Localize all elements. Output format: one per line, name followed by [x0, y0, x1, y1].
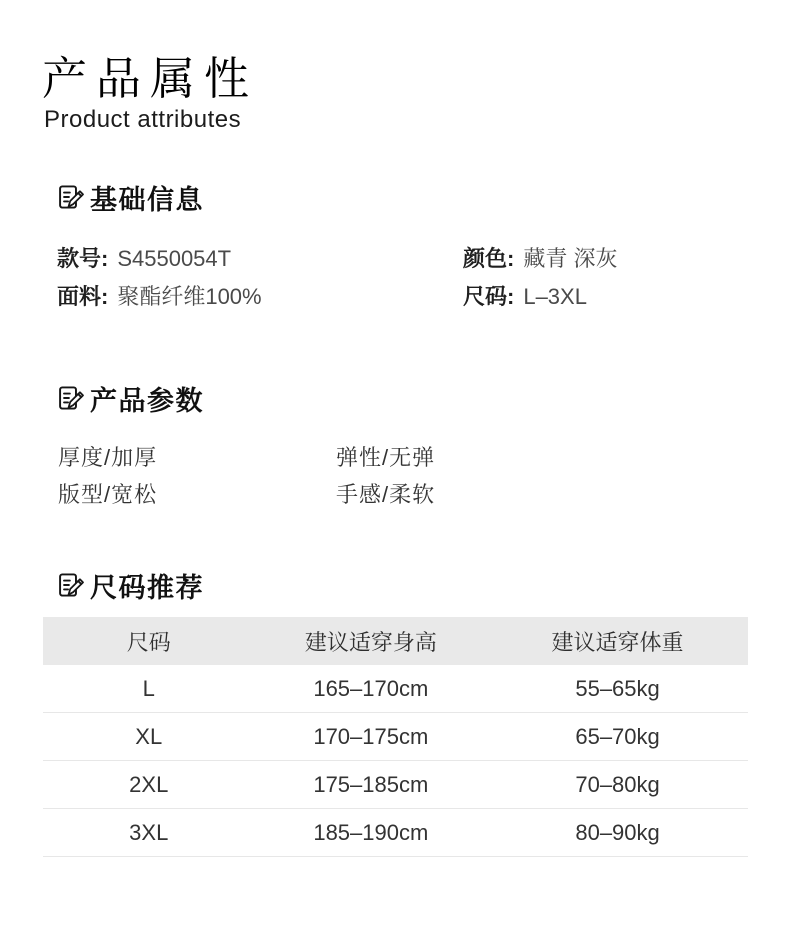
cell-size: L: [142, 675, 155, 701]
page-title: 产品属性: [42, 53, 259, 104]
section-heading-parameters: [57, 381, 790, 415]
param-feel: 手感/柔软: [336, 482, 436, 507]
cell-size: 2XL: [129, 771, 169, 797]
page-subtitle: Product attributes: [44, 106, 242, 133]
section-title: 产品参数: [90, 385, 204, 416]
field-value: S4550054T: [117, 246, 232, 271]
cell-weight: 55–65kg: [575, 675, 660, 701]
cell-height: 175–185cm: [313, 771, 429, 797]
param-fit: 版型/宽松: [58, 482, 158, 507]
table-row: [43, 761, 748, 809]
section-title: 基础信息: [90, 184, 204, 215]
cell-weight: 80–90kg: [575, 819, 660, 845]
field-value: L–3XL: [523, 284, 587, 309]
section-title: 尺码推荐: [90, 572, 204, 603]
cell-size: 3XL: [129, 819, 169, 845]
edit-note-icon: [57, 382, 87, 414]
cell-size: XL: [135, 723, 163, 749]
field-style-number: [57, 245, 463, 273]
field-label: 颜色:: [463, 246, 515, 271]
table-row: [43, 665, 748, 713]
edit-note-icon: [57, 569, 87, 601]
field-label: 款号:: [57, 246, 109, 271]
cell-height: 185–190cm: [313, 819, 429, 845]
section-heading-size-guide: [57, 568, 790, 602]
parameters-grid: [58, 444, 790, 509]
field-value: 藏青 深灰: [523, 246, 618, 271]
col-header-height: 建议适穿身高: [304, 629, 437, 655]
field-label: 面料:: [57, 284, 109, 309]
field-fabric: [57, 283, 463, 311]
cell-height: 165–170cm: [313, 675, 429, 701]
table-row: [43, 713, 748, 761]
cell-weight: 70–80kg: [575, 771, 660, 797]
field-value: 聚酯纤维100%: [117, 284, 262, 309]
col-header-size: 尺码: [126, 629, 171, 655]
basic-info-grid: [57, 245, 790, 311]
col-header-weight: 建议适穿体重: [551, 629, 684, 655]
field-color: [463, 245, 790, 273]
table-header-row: [43, 617, 748, 665]
field-size-range: [463, 283, 790, 311]
section-heading-basic-info: [57, 180, 790, 214]
cell-weight: 65–70kg: [575, 723, 660, 749]
table-row: [43, 809, 748, 857]
edit-note-icon: [57, 181, 87, 213]
param-thickness: 厚度/加厚: [58, 445, 158, 470]
field-label: 尺码:: [463, 284, 515, 309]
param-elasticity: 弹性/无弹: [336, 445, 436, 470]
cell-height: 170–175cm: [313, 723, 429, 749]
size-guide-table: [43, 617, 748, 857]
